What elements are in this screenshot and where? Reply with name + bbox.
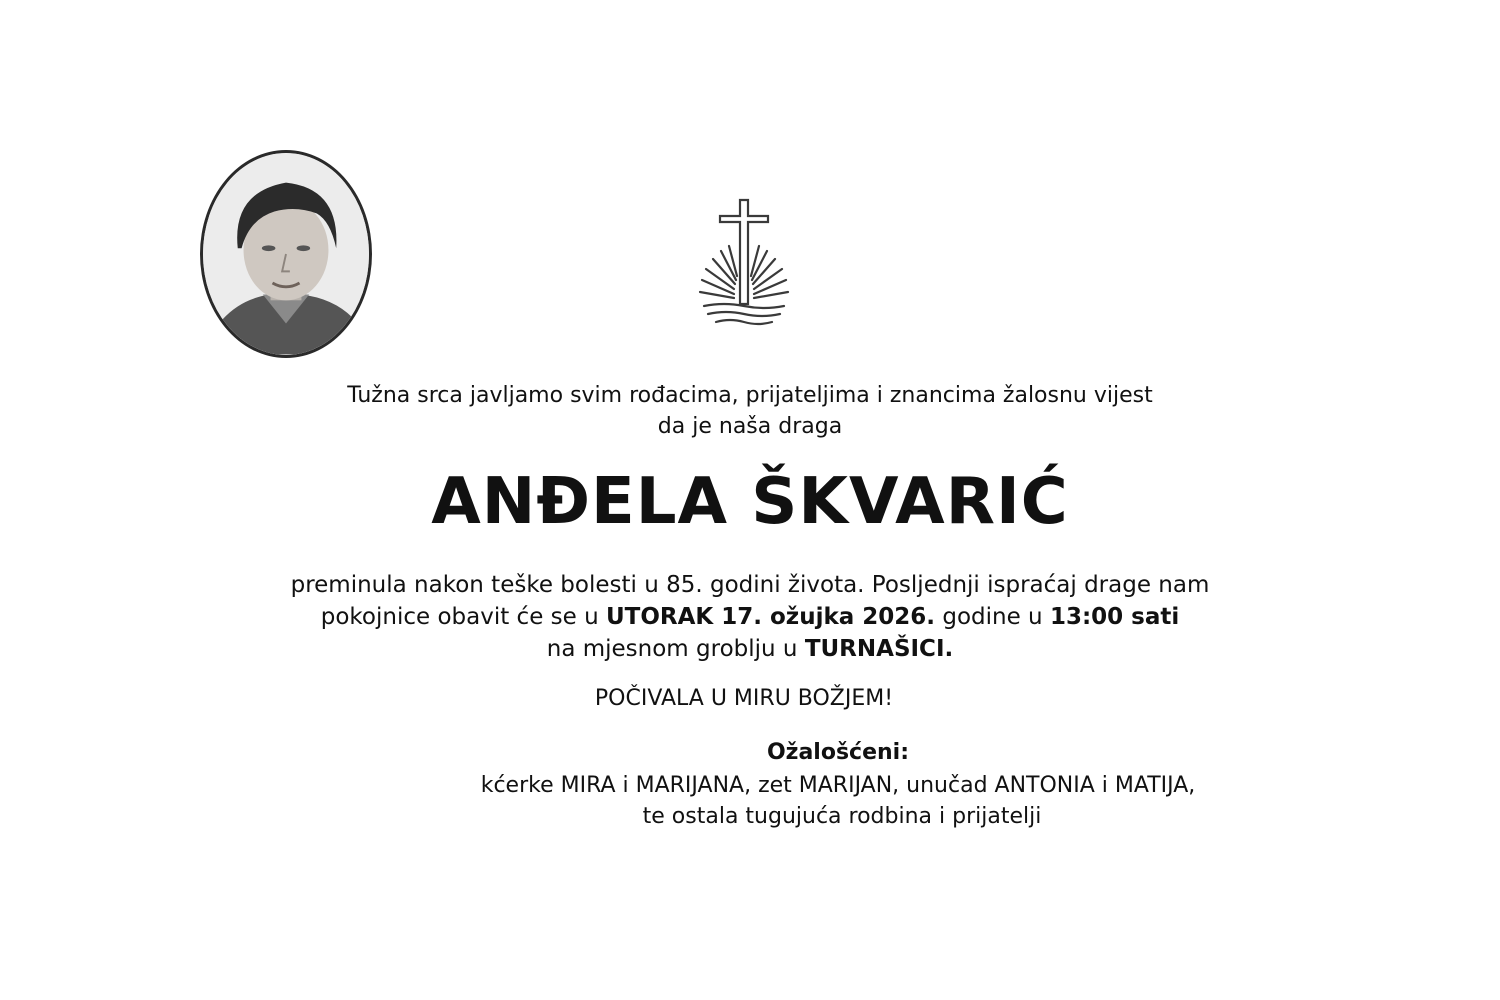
details-line-2 xyxy=(0,601,1500,633)
mourners-line-1: kćerke MIRA i MARIJANA, zet MARIJAN, unučad ANTONIA i MATIJA, xyxy=(480,773,1196,798)
details-line-2-pre: pokojnice obavit će se u xyxy=(320,604,606,630)
farewell-text: POČIVALA U MIRU BOŽJEM! xyxy=(594,686,894,711)
funeral-date: UTORAK 17. ožujka 2026. xyxy=(606,604,936,630)
details-line-2-mid: godine u xyxy=(935,604,1050,630)
deceased-name: ANĐELA ŠKVARIĆ xyxy=(431,465,1069,539)
mourners-label: Ožalošćeni: xyxy=(766,740,910,765)
details-line-1: preminula nakon teške bolesti u 85. godini života. Posljednji ispraćaj drage nam xyxy=(290,572,1210,598)
mourners-line-2: te ostala tugujuća rodbina i prijatelji xyxy=(642,804,1042,829)
details-line-3 xyxy=(0,633,1500,665)
details-line-3-pre: na mjesnom groblju u xyxy=(546,636,805,662)
funeral-place: TURNAŠICI. xyxy=(804,636,954,662)
funeral-time: 13:00 sati xyxy=(1049,604,1180,630)
intro-line-1: Tužna srca javljamo svim rođacima, prijateljima i znancima žalosnu vijest xyxy=(347,383,1153,408)
deceased-portrait-photo xyxy=(200,150,372,358)
intro-line-2: da je naša draga xyxy=(657,414,843,439)
cross-with-sunrays-icon xyxy=(694,196,794,328)
